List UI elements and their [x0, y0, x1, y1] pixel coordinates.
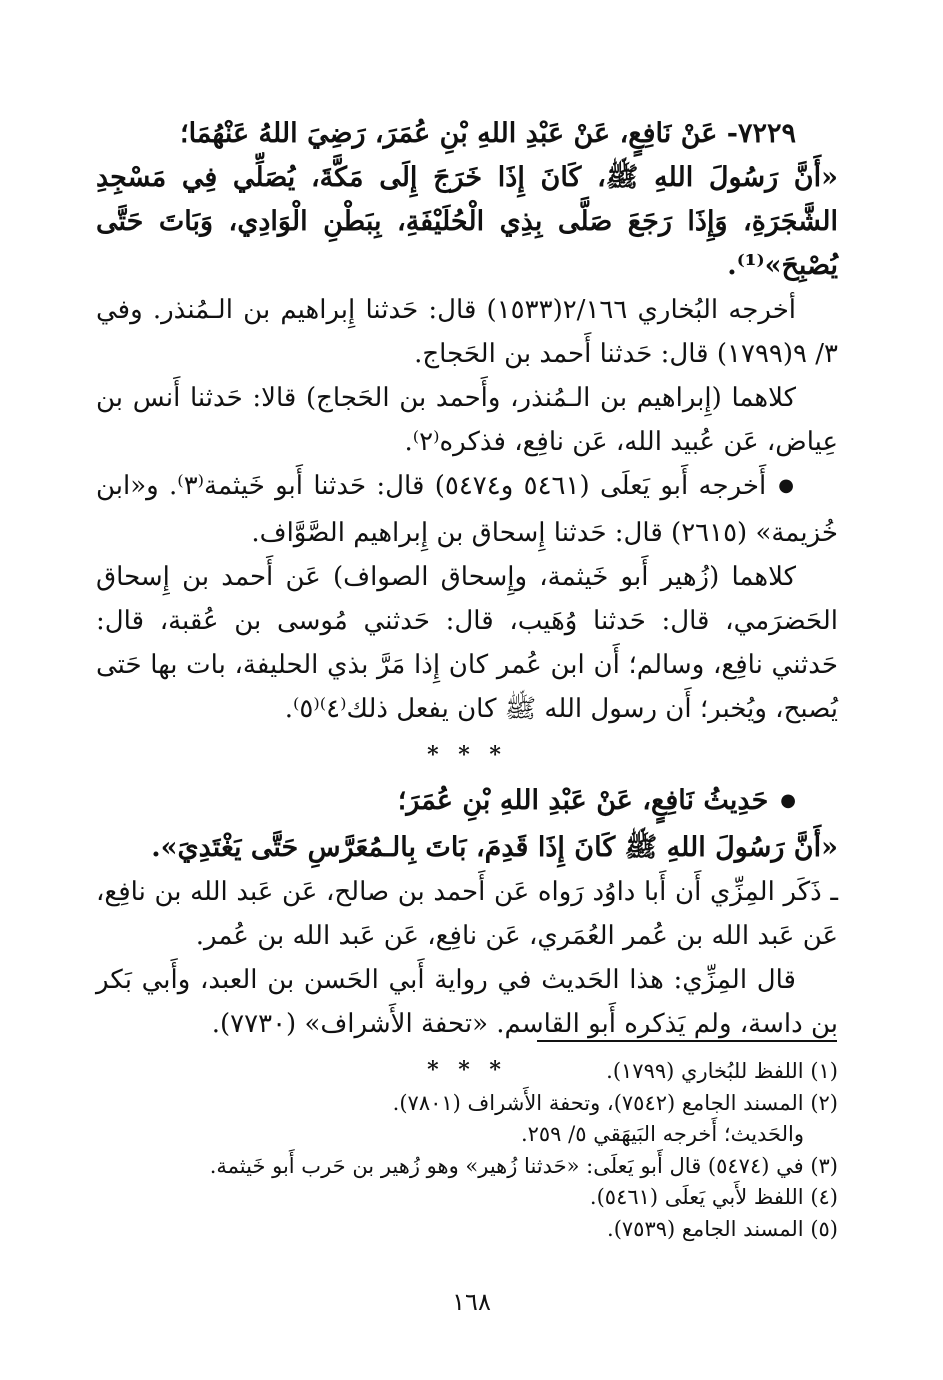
footnote-5: (٥) المسند الجامع (٧٥٣٩).	[607, 1216, 838, 1241]
footnote-2-continued: والحَديث؛ أَخرجه البَيهَقي ٥/ ٢٥٩.	[520, 1122, 804, 1146]
footnote-2: (٢) المسند الجامع (٧٥٤٢)، وتحفة الأَشراف (٧٨٠١).	[392, 1090, 838, 1115]
hadith-7229-header: ٧٢٢٩- عَنْ نَافِعٍ، عَنْ عَبْدِ اللهِ بْنِ عُمَرَ، رَضِيَ اللهُ عَنْهُمَا؛	[180, 118, 796, 149]
takhrij-common-chain: كلاهما (إِبراهيم بن الـمُنذر، وأَحمد بن الحَجاج) قالا: حَدثنا أَنس بن عِياض، عَن عُبيد الله، عَن نافِع، فذكره⁽٢⁾.	[96, 383, 838, 457]
bullet-icon	[768, 782, 796, 813]
hadith-7229-matn: «أَنَّ رَسُولَ اللهِ ﷺ، كَانَ إِذَا خَرَجَ إِلَى مَكَّةَ، يُصَلِّي فِي مَسْجِدِ الشَّجَرَةِ، وَإِذَا رَجَعَ صَلَّى بِذِي الْحُلَيْفَةِ، بِبَطْنِ الْوَادِي، وَبَاتَ حَتَّى يُصْبِحَ»⁽¹⁾.	[96, 162, 838, 281]
footnote-rule	[537, 1040, 837, 1042]
hadith-2-header-text: حَدِيثُ نَافِعٍ، عَنْ عَبْدِ اللهِ بْنِ عُمَرَ؛	[397, 785, 769, 816]
mizzi-note: ـ ذَكَر المِزِّي أَن أَبا داوُد رَواه عَن أَحمد بن صالح، عَن عَبد الله بن نافِع، عَن عَبد الله بن عُمر العُمَري، عَن نافِع، عَن عَبد الله بن عُمر.	[96, 877, 838, 951]
takhrij-abu-yala	[96, 464, 838, 555]
footnote-3: (٣) في (٥٤٧٤) قال أَبو يَعلَى: «حَدثنا زُهير» وهو زُهير بن حَرب أَبو خَيثمة.	[209, 1153, 838, 1178]
section-separator: * * *	[427, 742, 507, 768]
footnotes	[96, 1056, 838, 1245]
hadith-2-header	[96, 779, 838, 826]
footnote-4: (٤) اللفظ لأَبي يَعلَى (٥٤٦١).	[589, 1185, 838, 1209]
takhrij-common-chain-2: كلاهما (زُهير أَبو خَيثمة، وإِسحاق الصواف) عَن أَحمد بن إِسحاق الحَضرَمي، قال: حَدثنا وُهَيب، قال: حَدثني مُوسى بن عُقبة، قال: حَدثني نافِع، وسالم؛ أَن ابن عُمر كان إِذا مَرَّ بذي الحليفة، بات بها حَتى يُصبح، ويُخبر؛ أَن رسول الله ﷺ كان يفعل ذلك⁽٤⁾⁽٥⁾.	[96, 562, 838, 724]
takhrij-bukhari: أخرجه البُخاري ٢/١٦٦(١٥٣٣) قال: حَدثنا إِبراهيم بن الـمُنذر. وفي ٣/ ٩(١٧٩٩) قال: حَدثنا أَحمد بن الحَجاج.	[96, 295, 838, 369]
bullet-icon	[766, 468, 796, 498]
page-body	[96, 112, 838, 1094]
footnote-1: (١) اللفظ للبُخاري (١٧٩٩).	[606, 1059, 838, 1083]
takhrij-abu-yala-text: أَخرجه أَبو يَعلَى (٥٤٦١ و٥٤٧٤) قال: حَدثنا أَبو خَيثمة⁽٣⁾. و«ابن خُزيمة» (٢٦١٥) قال: حَدثنا إِسحاق بن إِبراهيم الصَّوَّاف.	[96, 471, 838, 548]
section-separator: * * *	[427, 1057, 507, 1083]
page-number: ١٦٨	[452, 1288, 491, 1316]
hadith-2-matn: «أَنَّ رَسُولَ اللهِ ﷺ كَانَ إِذَا قَدِمَ، بَاتَ بِالـمُعَرَّسِ حَتَّى يَغْتَدِيَ».	[151, 832, 838, 863]
mizzi-comment: قال المِزِّي: هذا الحَديث في رواية أَبي الحَسن بن العبد، وأَبي بَكر بن داسة، ولم يَذكره أَبو القاسم. «تحفة الأَشراف» (٧٧٣٠).	[96, 965, 838, 1039]
